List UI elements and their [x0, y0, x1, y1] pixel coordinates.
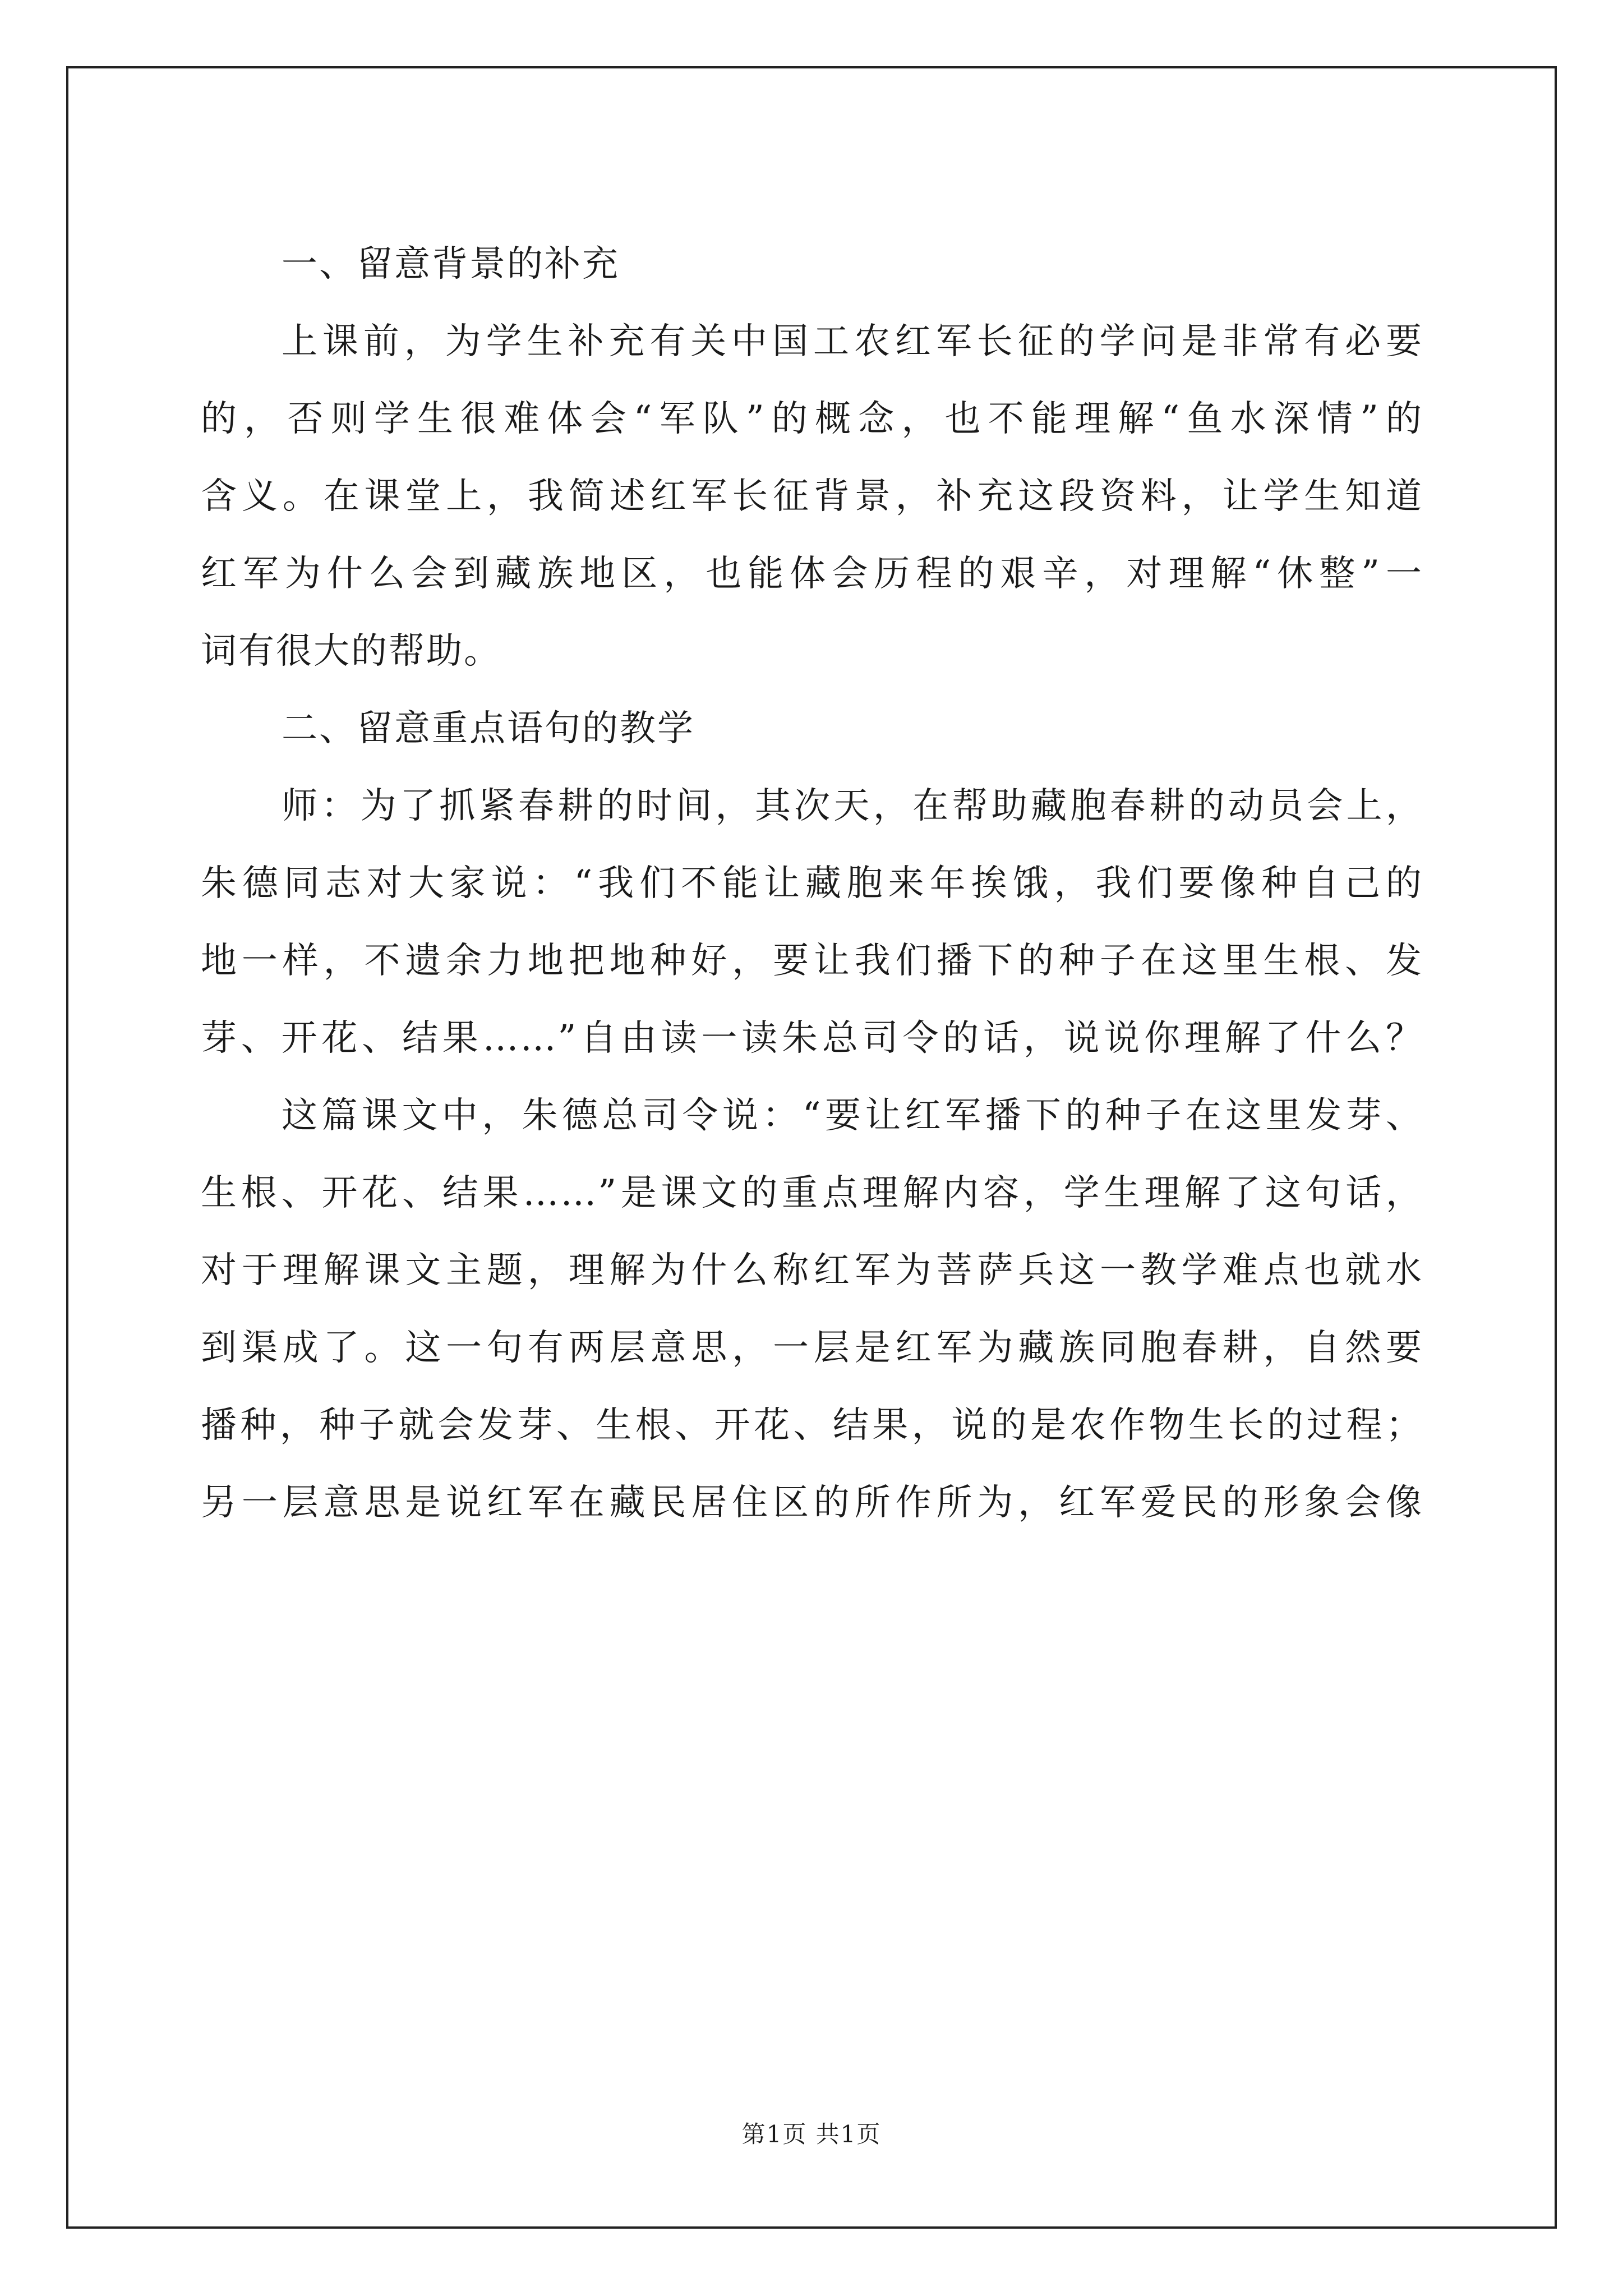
- document-body: [201, 226, 1423, 1542]
- paragraph-1-line: 词有很大的帮助。: [201, 631, 501, 672]
- page-footer: 第1页 共1页: [741, 2120, 882, 2148]
- paragraph-3-line: 生根、开花、结果……”是课文的重点理解内容，学生理解了这句话，: [201, 1172, 1423, 1214]
- paragraph-1-line: 含义。在课堂上，我简述红军长征背景，补充这段资料，让学生知道: [201, 476, 1423, 517]
- paragraph-3-line: 对于理解课文主题，理解为什么称红军为菩萨兵这一教学难点也就水: [201, 1250, 1423, 1291]
- paragraph-3-line: 另一层意思是说红军在藏民居住区的所作所为，红军爱民的形象会像: [201, 1482, 1423, 1524]
- section-heading-1: 一、留意背景的补充: [282, 243, 620, 285]
- paragraph-3-line: 这篇课文中，朱德总司令说：“要让红军播下的种子在这里发芽、: [282, 1095, 1423, 1137]
- paragraph-1-line: 红军为什么会到藏族地区，也能体会历程的艰辛，对理解“休整”一: [201, 553, 1423, 595]
- paragraph-2-line: 地一样，不遗余力地把地种好，要让我们播下的种子在这里生根、发: [201, 940, 1423, 982]
- paragraph-1-line: 的，否则学生很难体会“军队”的概念，也不能理解“鱼水深情”的: [201, 398, 1423, 440]
- paragraph-2-line: 朱德同志对大家说：“我们不能让藏胞来年挨饿，我们要像种自己的: [201, 863, 1423, 904]
- paragraph-3-line: 到渠成了。这一句有两层意思，一层是红军为藏族同胞春耕，自然要: [201, 1327, 1423, 1369]
- paragraph-2-line: 师：为了抓紧春耕的时间，其次天，在帮助藏胞春耕的动员会上，: [282, 785, 1423, 827]
- paragraph-2-line: 芽、开花、结果……”自由读一读朱总司令的话，说说你理解了什么？: [201, 1018, 1423, 1059]
- section-heading-2: 二、留意重点语句的教学: [282, 708, 695, 749]
- paragraph-3-line: 播种，种子就会发芽、生根、开花、结果，说的是农作物生长的过程；: [201, 1405, 1423, 1446]
- paragraph-1-line: 上课前，为学生补充有关中国工农红军长征的学问是非常有必要: [282, 321, 1423, 362]
